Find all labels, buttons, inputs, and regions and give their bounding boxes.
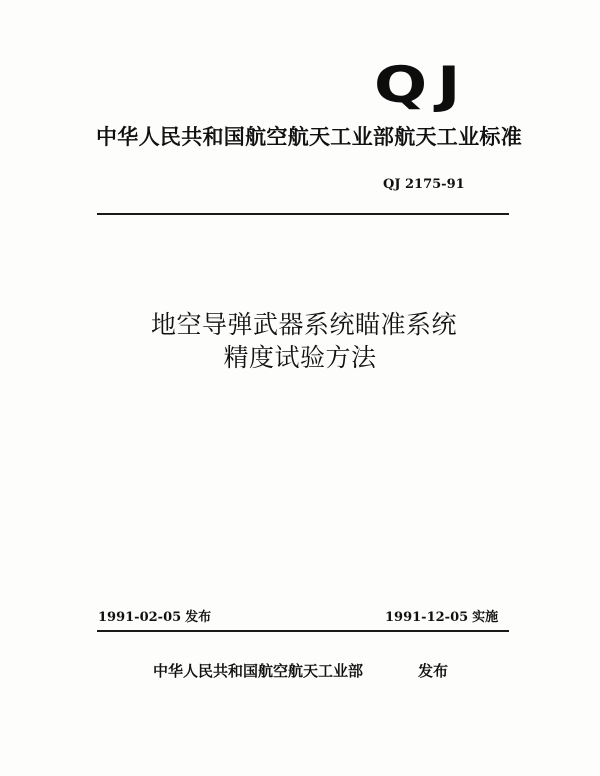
qj-logo: QJ bbox=[374, 56, 471, 114]
issue-label: 发布 bbox=[185, 610, 212, 625]
document-title-line-1: 地空导弹武器系统瞄准系统 bbox=[150, 310, 457, 339]
issue-date: 1991-02-05 bbox=[98, 610, 182, 625]
publisher-name: 中华人民共和国航空航天工业部 bbox=[153, 662, 364, 680]
document-title-line-2: 精度试验方法 bbox=[223, 343, 377, 372]
top-divider bbox=[97, 213, 509, 215]
effective-date: 1991-12-05 bbox=[385, 610, 469, 625]
publish-label: 发布 bbox=[418, 662, 449, 680]
effective-date-block bbox=[385, 610, 498, 626]
bottom-divider bbox=[97, 630, 509, 632]
effective-label: 实施 bbox=[472, 610, 499, 625]
issuer-title: 中华人民共和国航空航天工业部航天工业标准 bbox=[96, 125, 522, 149]
issue-date-block bbox=[98, 610, 211, 626]
standard-number: QJ 2175-91 bbox=[383, 177, 465, 192]
